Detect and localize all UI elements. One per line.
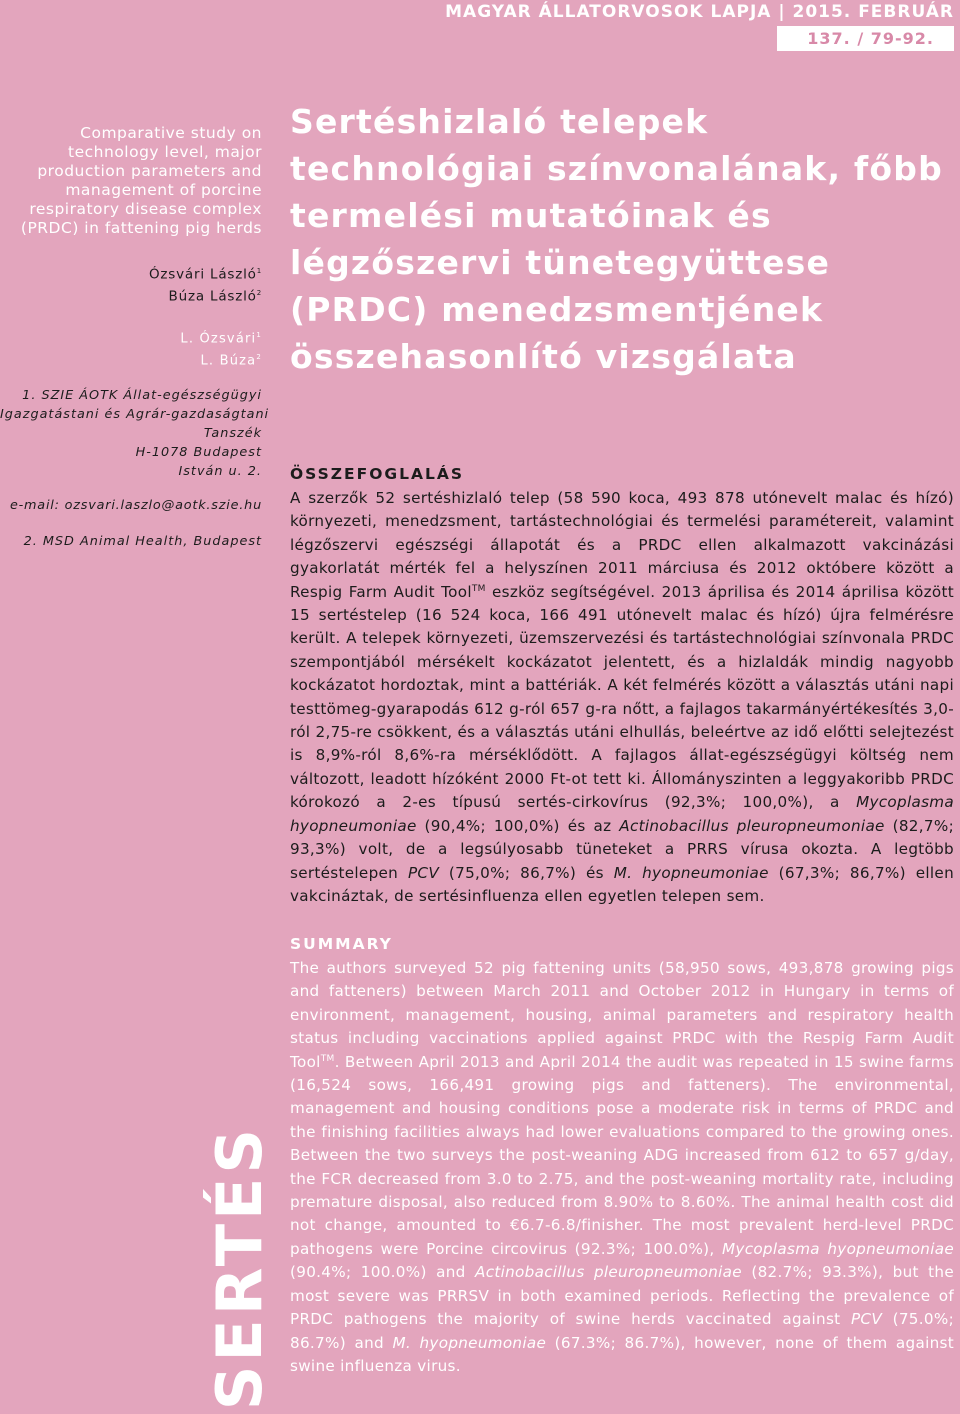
section-label (203, 1100, 276, 1410)
hungarian-summary-heading: ÖSSZEFOGLALÁS (290, 465, 465, 483)
english-summary (290, 935, 954, 1378)
page-range-badge: 137. / 79-92. (777, 26, 954, 51)
hungarian-summary-text: A szerzők 52 sertéshizlaló telep (58 590 koca, 493 878 utónevelt malac és hízó) környezeti, menedzsment, tartástechnológiai és termelési paramétereit, valamint légzőszervi egészségi állapotát és a PRDC ellen alkalmazott vakcinázási gyakorlatát mérték fel a helyszínen 2011 márciusa és 2012 októbere között a Respig Farm Audit Tool™ eszköz segítségével. 2013 áprilisa és 2014 áprilisa között 15 sertéstelep (16 524 koca, 166 491 utónevelt malac és hízó) újra felmérésre került. A telepek környezeti, üzemszervezési és tartástechnológiai színvonala PRDC szempontjából mérsékelt kockázatot jelentett, és a hizlaldák mindig nagyobb kockázatot hordoztak, mint a battériák. A két felmérés között a választás utáni napi testtömeg-gyarapodás 612 g-ról 657 g-ra nőtt, a fajlagos takarmányértékesítés 3,0-ról 2,75-re csökkent, és a választás utáni elhullás, beleértve az idő előtti selejtezést is 8,9%-ról 8,6%-ra mérséklődött. A fajlagos állat-egészségügyi költség nem változott, leadott hízóként 2000 Ft-ot tett ki. Állományszinten a leggyakoribb PRDC kórokozó a 2-es típusú sertés-cirkovírus (92,3%; 100,0%), a Mycoplasma hyopneumoniae (90,4%; 100,0%) és az Actinobacillus pleuropneumoniae (82,7%; 93,3%) volt, de a legsúlyosabb tüneteket a PRRS vírusa okozta. A legtöbb sertéstelepen PCV (75,0%; 86,7%) és M. hyopneumoniae (67,3%; 86,7%) ellen vakcináztak, de sertésinfluenza ellen egyetlen telepen sem. (290, 489, 955, 905)
hungarian-summary (290, 465, 954, 908)
author-2-name: Búza László (168, 288, 257, 304)
short-author-2 (0, 348, 262, 370)
affiliation-1 (0, 386, 270, 481)
section-label-text: SERTÉS (203, 1124, 276, 1410)
affiliation-1-line: H-1078 Budapest (135, 444, 262, 460)
author-1-name: Ózsvári László (149, 266, 257, 283)
english-summary-text: The authors surveyed 52 pig fattening units (58,950 sows, 493,878 growing pigs and fatteners) between March 2011 and October 2012 in Hungary in terms of environment, management, housing, animal parameters and respiratory health status including vaccinations applied against PRDC with the Respig Farm Audit Tool™. Between April 2013 and April 2014 the audit was repeated in 15 swine farms (16,524 sows, 166,491 growing pigs and fatteners). The environmental, management and housing conditions pose a moderate risk in terms of PRDC and the finishing facilities always had lower evaluations compared to the growing ones. Between the two surveys the post-weaning ADG increased from 612 to 657 g/day, the FCR decreased from 3.0 to 2.75, and the post-weaning mortality rate, including premature disposal, also reduced from 8.90% to 8.60%. The animal health cost did not change, amounted to €6.7-6.8/finisher. The most prevalent herd-level PRDC pathogens were Porcine circovirus (92.3%; 100.0%), Mycoplasma hyopneumoniae (90.4%; 100.0%) and Actinobacillus pleuropneumoniae (82.7%; 93.3%), but the most severe was PRRSV in both examined periods. Reflecting the prevalence of PRDC pathogens the majority of swine herds vaccinated against PCV (75.0%; 86.7%) and M. hyopneumoniae (67.3%; 86.7%), however, none of them against swine influenza virus. (290, 959, 954, 1375)
author-1 (0, 262, 262, 284)
affiliation-1-line: Igazgatástani és Agrár-gazdaságtani (0, 406, 270, 422)
author-1-sup: 1 (256, 267, 262, 275)
author-2 (0, 284, 262, 306)
email-link[interactable]: e-mail: ozsvari.laszlo@aotk.szie.hu (9, 497, 262, 513)
short-author-1-name: L. Ózsvári (180, 331, 257, 347)
short-author-list (0, 326, 262, 371)
journal-header: MAGYAR ÁLLATORVOSOK LAPJA | 2015. FEBRUÁR (445, 2, 954, 22)
article-title: Sertéshizlaló telepek technológiai színvonalának, főbb termelési mutatóinak és légzőszervi tünetegyüttese (PRDC) menedzsmentjének összehasonlító vizsgálata (290, 102, 943, 376)
short-author-2-sup: 2 (256, 353, 262, 362)
short-author-1 (0, 326, 262, 348)
short-author-2-name: L. Búza (200, 353, 257, 369)
english-summary-heading: SUMMARY (290, 935, 393, 953)
affiliation-1-line: István u. 2. (178, 463, 262, 479)
left-sidebar (0, 124, 270, 551)
affiliation-2: 2. MSD Animal Health, Budapest (23, 533, 262, 549)
affiliation-1-line: Tanszék (203, 425, 262, 441)
short-author-1-sup: 1 (256, 331, 262, 339)
english-title: Comparative study on technology level, major production parameters and management of porcine respiratory disease complex (PRDC) in fattening pig herds (20, 124, 262, 237)
author-2-sup: 2 (256, 288, 262, 297)
affiliation-1-line: 1. SZIE ÁOTK Állat-egészségügyi (22, 387, 262, 403)
author-list (0, 262, 262, 305)
